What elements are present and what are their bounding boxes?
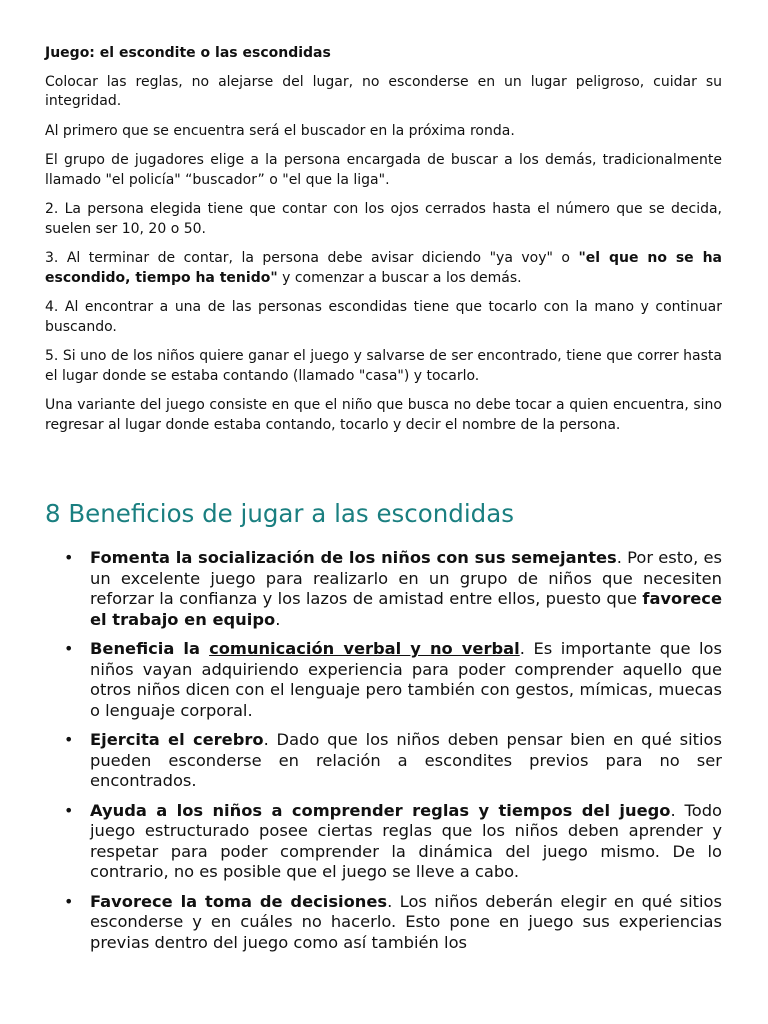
benefit-text: . Los niños deberán elegir en qué sitios esconderse y en cuáles no hacerlo. Esto pone en juego sus experiencias previas dentro del juego como así también los <box>90 891 722 952</box>
seeker-choice-paragraph: El grupo de jugadores elige a la persona encargada de buscar a los demás, tradicionalmente llamado "el policía" “buscador” o "el que la liga". <box>45 152 722 188</box>
list-item <box>64 730 722 792</box>
benefit-underlined-phrase: comunicación verbal y no verbal <box>209 639 520 658</box>
benefit-title: Ejercita el cerebro <box>90 730 264 749</box>
step-3-bold-phrase: "el que no se ha escondido, tiempo ha tenido" <box>45 250 722 286</box>
document-body <box>45 44 722 445</box>
bullet-icon: • <box>64 730 74 749</box>
benefit-bold-phrase: favorece el trabajo en equipo <box>90 589 722 629</box>
step-3-text-after: y comenzar a buscar a los demás. <box>277 269 522 286</box>
list-item <box>64 639 722 721</box>
bullet-icon: • <box>64 639 74 658</box>
step-3-text-before: 3. Al terminar de contar, la persona debe avisar diciendo "ya voy" o <box>45 250 579 266</box>
benefit-text: . Es importante que los niños vayan adquiriendo experiencia para poder comprender aquello que otros niños dicen con el lenguaje pero también con gestos, mímicas, muecas o lenguaje corporal. <box>90 639 722 720</box>
benefit-text-end: . <box>275 609 281 629</box>
game-title: Juego: el escondite o las escondidas <box>45 45 331 61</box>
bullet-icon: • <box>64 891 74 911</box>
variant-paragraph: Una variante del juego consiste en que el niño que busca no debe tocar a quien encuentra, sino regresar al lugar donde estaba contando, tocarlo y decir el nombre de la persona. <box>45 397 722 433</box>
bullet-icon: • <box>64 800 74 820</box>
rules-paragraph: Colocar las reglas, no alejarse del lugar, no esconderse en un lugar peligroso, cuidar su integridad. <box>45 73 722 109</box>
step-2-paragraph: 2. La persona elegida tiene que contar con los ojos cerrados hasta el número que se decida, suelen ser 10, 20 o 50. <box>45 201 722 237</box>
benefit-text: . Dado que los niños deben pensar bien en qué sitios pueden esconderse en relación a escondites previos para no ser encontrados. <box>90 730 722 790</box>
list-item <box>64 800 722 883</box>
benefit-title: Beneficia la <box>90 639 210 658</box>
benefit-text: . Todo juego estructurado posee ciertas reglas que los niños deben aprender y respetar para poder comprender la dinámica del juego mismo. De lo contrario, no es posible que el juego se lleve a cabo. <box>90 800 722 881</box>
step-5-paragraph: 5. Si uno de los niños quiere ganar el juego y salvarse de ser encontrado, tiene que correr hasta el lugar donde se estaba contando (llamado "casa") y tocarlo. <box>45 348 722 384</box>
step-4-paragraph: 4. Al encontrar a una de las personas escondidas tiene que tocarlo con la mano y continuar buscando. <box>45 299 722 335</box>
list-item <box>64 548 722 630</box>
step-3-paragraph <box>45 249 722 288</box>
benefit-title: Favorece la toma de decisiones <box>90 891 388 911</box>
benefits-list <box>64 548 722 962</box>
benefit-title: Fomenta la socialización de los niños con sus semejantes <box>90 548 617 567</box>
benefit-title: Ayuda a los niños a comprender reglas y tiempos del juego <box>90 800 671 820</box>
first-found-paragraph: Al primero que se encuentra será el buscador en la próxima ronda. <box>45 122 515 139</box>
list-item <box>64 891 722 954</box>
benefit-text: . Por esto, es un excelente juego para realizarlo en un grupo de niños que necesiten reforzar la confianza y los lazos de amistad entre ellos, puesto que <box>90 548 722 608</box>
bullet-icon: • <box>64 548 74 567</box>
section-heading: 8 Beneficios de jugar a las escondidas <box>45 499 514 528</box>
